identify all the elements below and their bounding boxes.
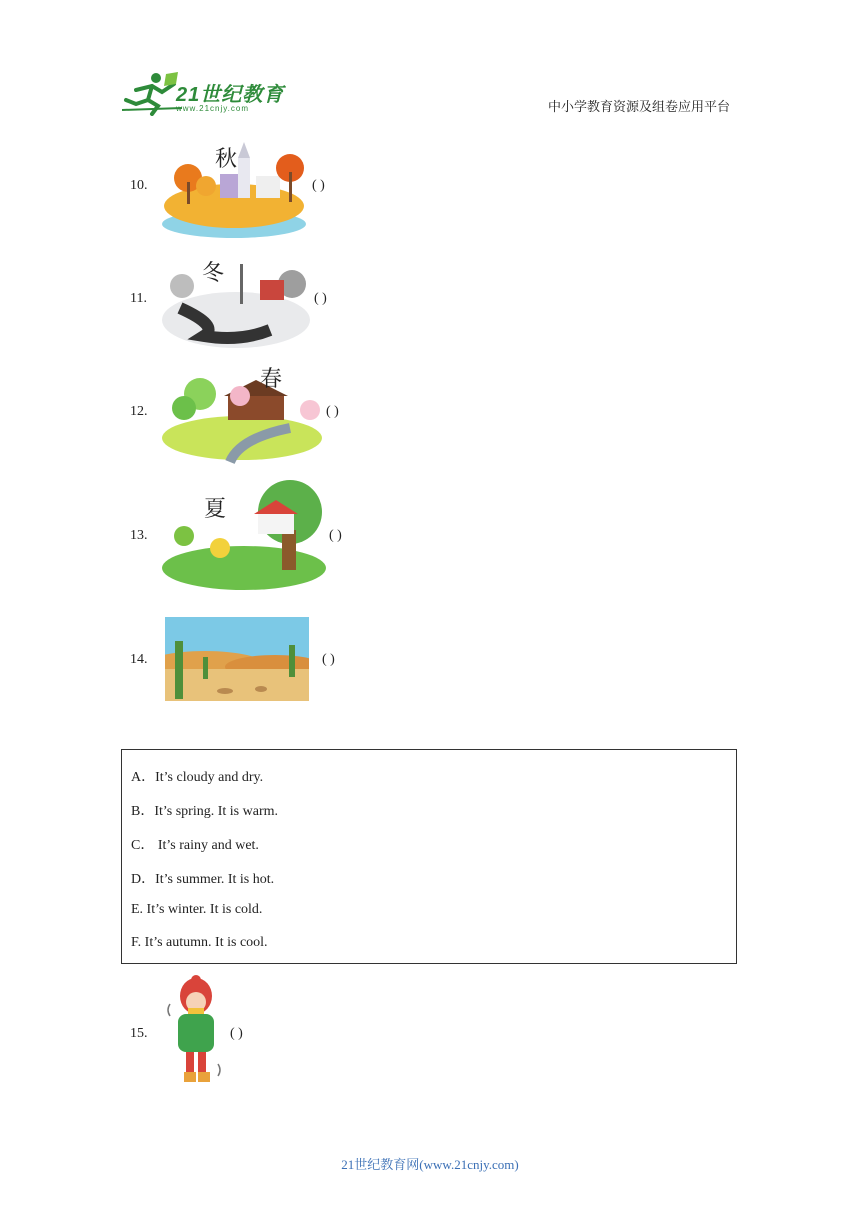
desert-picture [165,617,309,701]
question-number: 13. [130,528,148,543]
question-number: 10. [130,178,148,193]
footer-link[interactable]: 21世纪教育网(www.21cnjy.com) [341,1157,519,1172]
option-b: B．It’s spring. It is warm. [131,804,278,819]
summer-picture [160,476,328,592]
season-label: 春 [260,367,283,392]
answer-blank[interactable]: ( ) [314,291,327,306]
options-box [121,749,737,964]
header-right-text: 中小学教育资源及组卷应用平台 [547,99,730,114]
logo-url: www.21cnjy.com [176,104,249,113]
site-logo [122,70,292,116]
spring-picture [160,358,324,464]
answer-blank[interactable]: ( ) [312,178,325,193]
option-c: C． It’s rainy and wet. [131,838,259,853]
question-number: 11. [130,291,147,306]
option-d: D．It’s summer. It is hot. [131,872,275,887]
question-number: 12. [130,404,148,419]
season-label: 秋 [215,147,238,172]
season-label: 夏 [204,497,227,522]
season-label: 冬 [202,261,225,286]
answer-blank[interactable]: ( ) [329,528,342,543]
cold-child-picture [164,974,228,1092]
winter-picture [160,246,312,352]
option-a: A．It’s cloudy and dry. [131,770,264,785]
answer-blank[interactable]: ( ) [326,404,339,419]
question-number: 15. [130,1026,148,1041]
runner-logo-icon [122,70,182,116]
autumn-picture [160,132,308,240]
answer-blank[interactable]: ( ) [230,1026,243,1041]
question-number: 14. [130,652,148,667]
answer-blank[interactable]: ( ) [322,652,335,667]
option-e: E. It’s winter. It is cold. [131,902,263,917]
option-f: F. It’s autumn. It is cool. [131,935,268,950]
logo-title: 21世纪教育 [176,84,285,106]
